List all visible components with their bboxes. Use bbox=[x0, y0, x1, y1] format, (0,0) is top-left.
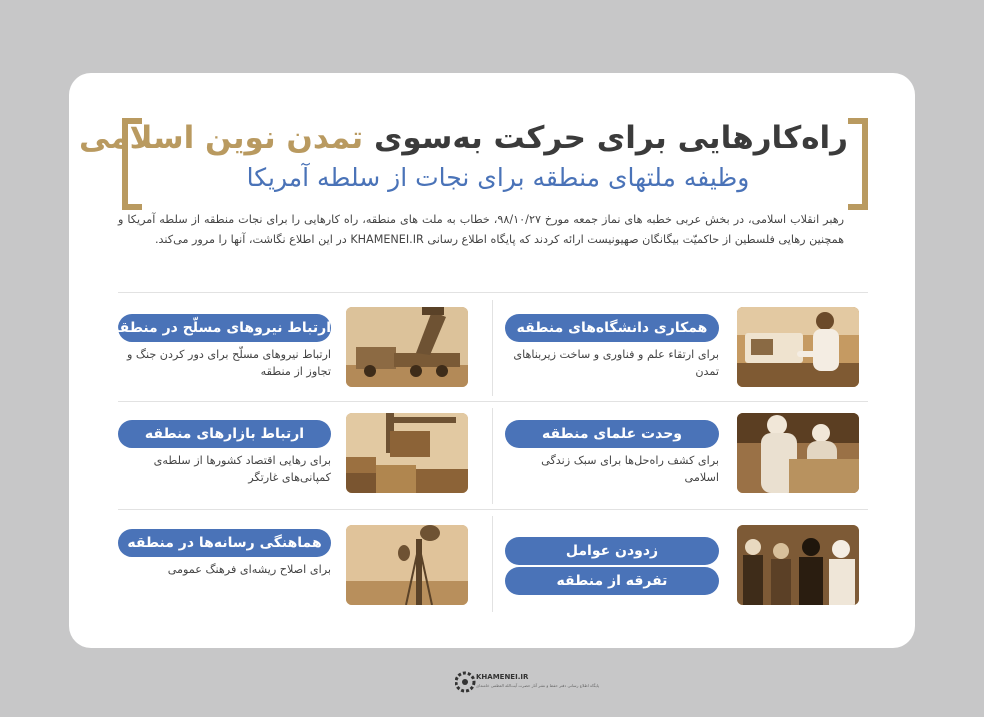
page-title bbox=[78, 120, 848, 156]
item-title: زدودن عوامل bbox=[505, 537, 719, 565]
item-description: برای اصلاح ریشه‌ای فرهنگ عمومی bbox=[167, 563, 331, 576]
item-title: وحدت علمای منطقه bbox=[505, 420, 719, 448]
item-title: ارتباط بازارهای منطقه bbox=[118, 420, 331, 448]
divider bbox=[492, 408, 493, 504]
footer-tagline: پایگاه اطلاع رسانی دفتر حفظ و نشر آثار حضرت آیت‌الله العظمی خامنه‌ای bbox=[476, 683, 600, 688]
gathering-photo bbox=[737, 525, 859, 605]
divider bbox=[118, 509, 868, 510]
divider bbox=[118, 401, 868, 402]
footer-site: KHAMENEI.IR bbox=[476, 673, 529, 681]
item-description: برای رهایی اقتصاد کشورها از سلطه‌ی کمپانی‌های غارتگر bbox=[153, 454, 331, 484]
laboratory-photo bbox=[737, 307, 859, 387]
item-description: برای ارتقاء علم و فناوری و ساخت زیربناهای تمدن bbox=[513, 348, 719, 378]
divider bbox=[492, 300, 493, 396]
title-bracket-right bbox=[848, 118, 868, 210]
divider bbox=[118, 292, 868, 293]
page-subtitle: وظیفه ملتهای منطقه برای نجات از سلطه آمریکا bbox=[246, 163, 750, 192]
item-description: برای کشف راه‌حل‌ها برای سبک زندگی اسلامی bbox=[541, 454, 719, 484]
divider bbox=[492, 516, 493, 612]
item-subtitle: تفرقه از منطقه bbox=[505, 567, 719, 595]
antenna-tower-photo bbox=[346, 525, 468, 605]
title-prefix: راه‌کارهایی برای حرکت به‌سوی bbox=[373, 120, 848, 156]
item-title: ارتباط نیروهای مسلّح در منطقه bbox=[118, 314, 331, 342]
shipping-containers-photo bbox=[346, 413, 468, 493]
item-title: همکاری دانشگاه‌های منطقه bbox=[505, 314, 719, 342]
title-highlight: تمدن نوین اسلامی bbox=[78, 120, 364, 156]
clerics-photo bbox=[737, 413, 859, 493]
item-title: هماهنگی رسانه‌ها در منطقه bbox=[118, 529, 331, 557]
item-description: ارتباط نیروهای مسلّح برای دور کردن جنگ و تجاوز از منطقه bbox=[126, 348, 331, 378]
intro-paragraph: رهبر انقلاب اسلامی، در بخش عربی خطبه های نماز جمعه مورخ ۹۸/۱۰/۲۷، خطاب به ملت های منطقه، راه کارهایی را برای نجات منطقه از سلطه آمریکا و همچنین رهایی فلسطین از حاکمیّت بیگانگان صهیونیست ارائه کردند که پایگاه اطلاع رسانی KHAMENEI.IR در این اطلاع نگاشت، آنها را مرور می‌کند. bbox=[118, 213, 845, 246]
missile-launcher-photo bbox=[346, 307, 468, 387]
